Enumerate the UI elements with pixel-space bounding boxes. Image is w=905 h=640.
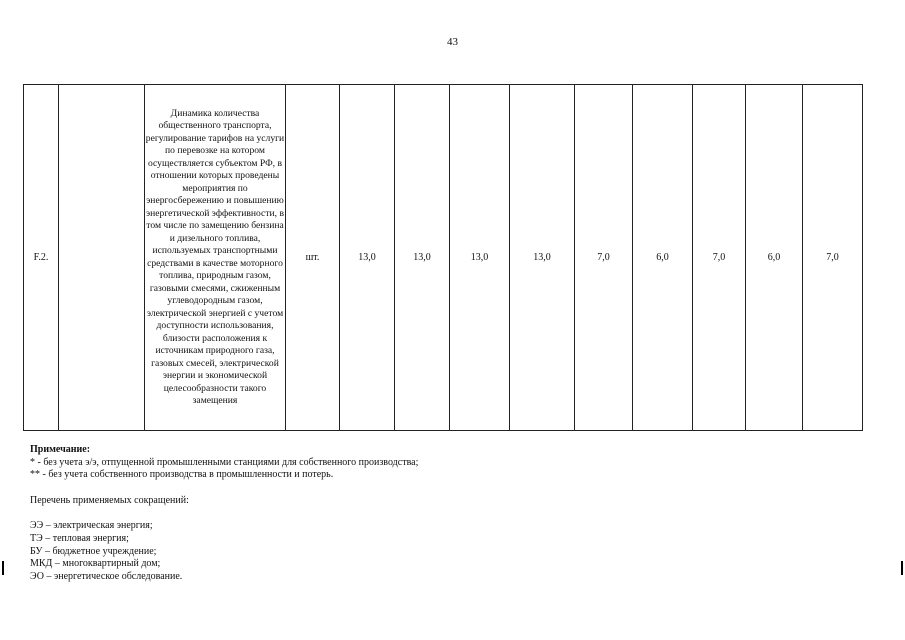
- abbreviation-item: БУ – бюджетное учреждение;: [30, 545, 157, 557]
- row-code-cell: F.2.: [24, 85, 59, 431]
- abbreviation-item: ТЭ – тепловая энергия;: [30, 532, 129, 544]
- abbreviation-item: ЭЭ – электрическая энергия;: [30, 520, 153, 532]
- note-line: * - без учета э/э, отпущенной промышленными станциями для собственного производства;: [30, 456, 419, 468]
- notes-title: Примечание:: [30, 444, 91, 455]
- value-cell: 13,0: [340, 85, 395, 431]
- value-cell: 7,0: [575, 85, 633, 431]
- abbreviation-item: ЭО – энергетическое обследование.: [30, 570, 183, 582]
- indicator-description: Динамика количества общественного транспорта, регулирование тарифов на услуги по перевозке на котором осуществляется субъектом РФ, в отношении которых проведены мероприятия по энергосбережению и повышению энергетической эффективности, в том числе по замещению бензина и дизельного топлива, используемых транспортными средствами в качестве моторного топлива, природным газом, газовыми смесями, сжиженным углеводородным газом, электрической энергией с учетом доступности использования, близости расположения к источникам природного газа, газовых смесей, электрической энергии и экономической целесообразности такого замещения: [145, 85, 286, 431]
- value-cell: 7,0: [693, 85, 746, 431]
- notes-section: [30, 444, 418, 583]
- table-row: [24, 85, 863, 431]
- note-line: ** - без учета собственного производства в промышленности и потерь.: [30, 469, 334, 481]
- value-cell: 6,0: [633, 85, 693, 431]
- scan-margin-mark-right: [901, 561, 903, 575]
- value-cell: 13,0: [395, 85, 450, 431]
- abbreviations-title: Перечень применяемых сокращений:: [30, 494, 189, 506]
- indicator-table: [23, 84, 863, 431]
- value-cell: 6,0: [746, 85, 803, 431]
- value-cell: 13,0: [450, 85, 510, 431]
- value-cell: 7,0: [803, 85, 863, 431]
- scan-margin-mark-left: [2, 561, 4, 575]
- empty-cell: [59, 85, 145, 431]
- unit-cell: шт.: [286, 85, 340, 431]
- abbreviation-item: МКД – многоквартирный дом;: [30, 558, 161, 570]
- page-number: 43: [447, 36, 458, 48]
- value-cell: 13,0: [510, 85, 575, 431]
